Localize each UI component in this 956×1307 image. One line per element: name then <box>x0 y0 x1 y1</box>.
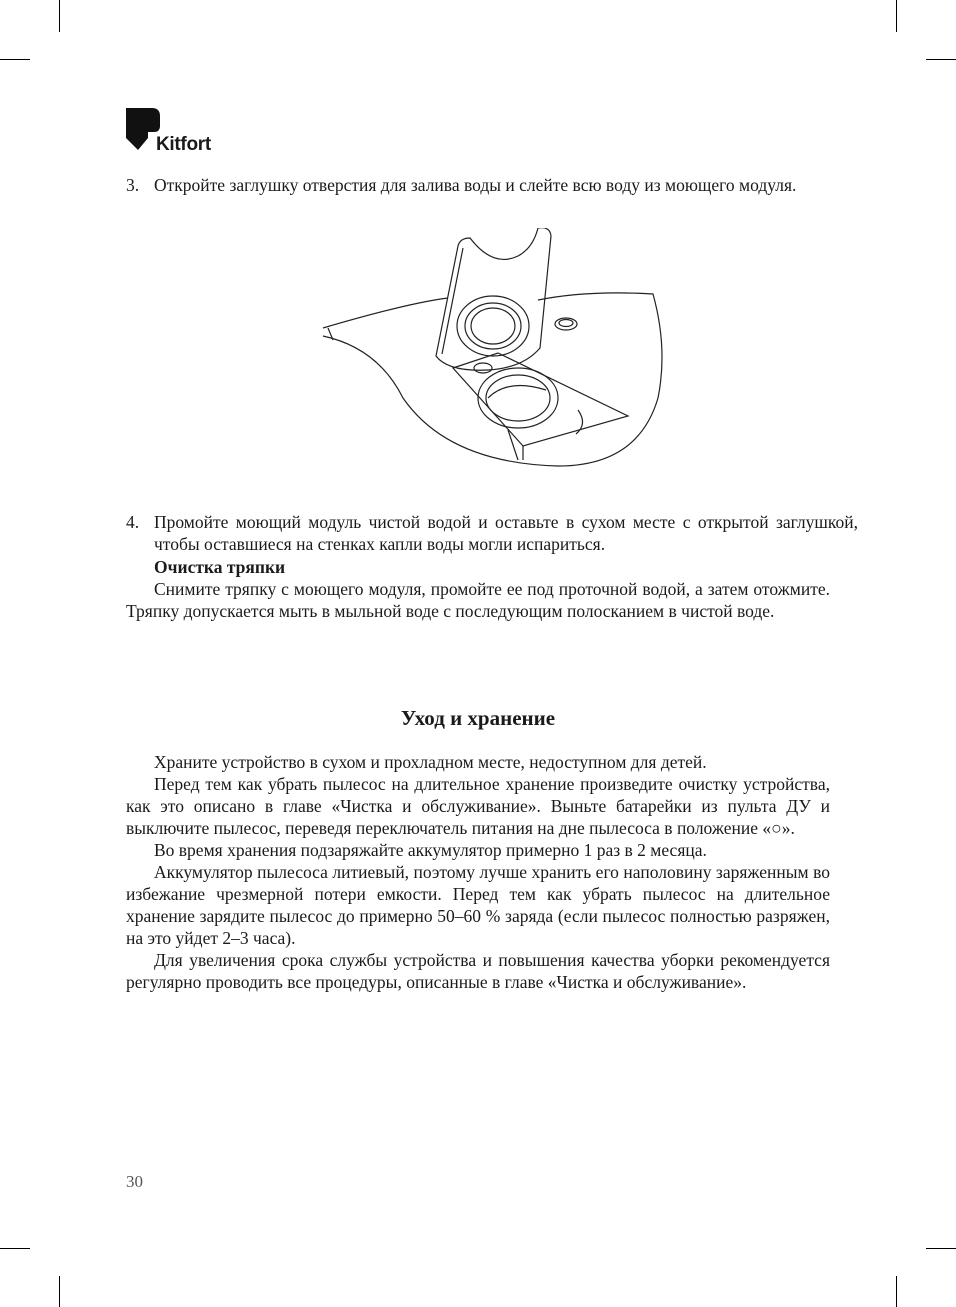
crop-mark <box>926 1248 956 1249</box>
step-number: 4. <box>126 512 140 532</box>
step-number: 3. <box>126 175 140 195</box>
step-3 <box>126 174 858 196</box>
crop-mark <box>0 59 30 60</box>
section-heading: Уход и хранение <box>400 706 556 730</box>
page-number: 30 <box>126 1172 143 1191</box>
paragraph: Перед тем как убрать пылесос на длительное хранение произведите очистку устройства, как это описано в главе «Чистка и обслуживание». Выньте батарейки из пульта ДУ и выключите пылесос, переведя переключатель питания на дне пылесоса в положение «○». <box>126 774 830 838</box>
paragraph: Во время хранения подзаряжайте аккумулятор примерно 1 раз в 2 месяца. <box>154 840 707 860</box>
crop-mark <box>59 1276 60 1307</box>
storage-section <box>126 751 830 993</box>
crop-mark <box>896 0 897 32</box>
paragraph: Снимите тряпку с моющего модуля, промойте ее под проточной водой, а затем отожмите. Тряпку допускается мыть в мыльной воде с последующим полосканием в чистой воде. <box>126 579 830 621</box>
cleaning-module-illustration <box>318 228 668 476</box>
step-text: Промойте моющий модуль чистой водой и оставьте в сухом месте с открытой заглушкой, чтобы оставшиеся на стенках капли воды могли испариться. <box>154 512 858 554</box>
cloth-cleaning-section <box>126 556 830 622</box>
brand-name: Kitfort <box>156 134 211 155</box>
paragraph: Аккумулятор пылесоса литиевый, поэтому лучше хранить его наполовину заряженным во избежание чрезмерной потери емкости. Перед тем как убрать пылесос на длительное хранение зарядите пылесос до примерно 50–60 % заряда (если пылесос полностью разряжен, на это уйдет 2–3 часа). <box>126 862 830 948</box>
crop-mark <box>926 59 956 60</box>
step-text: Откройте заглушку отверстия для залива воды и слейте всю воду из моющего модуля. <box>154 175 797 195</box>
section-subtitle: Очистка тряпки <box>154 557 286 577</box>
crop-mark <box>59 0 60 32</box>
step-4 <box>126 511 858 555</box>
crop-mark <box>896 1276 897 1307</box>
paragraph: Храните устройство в сухом и прохладном месте, недоступном для детей. <box>154 752 707 772</box>
crop-mark <box>0 1248 30 1249</box>
paragraph: Для увеличения срока службы устройства и повышения качества уборки рекомендуется регулярно проводить все процедуры, описанные в главе «Чистка и обслуживание». <box>126 950 830 992</box>
